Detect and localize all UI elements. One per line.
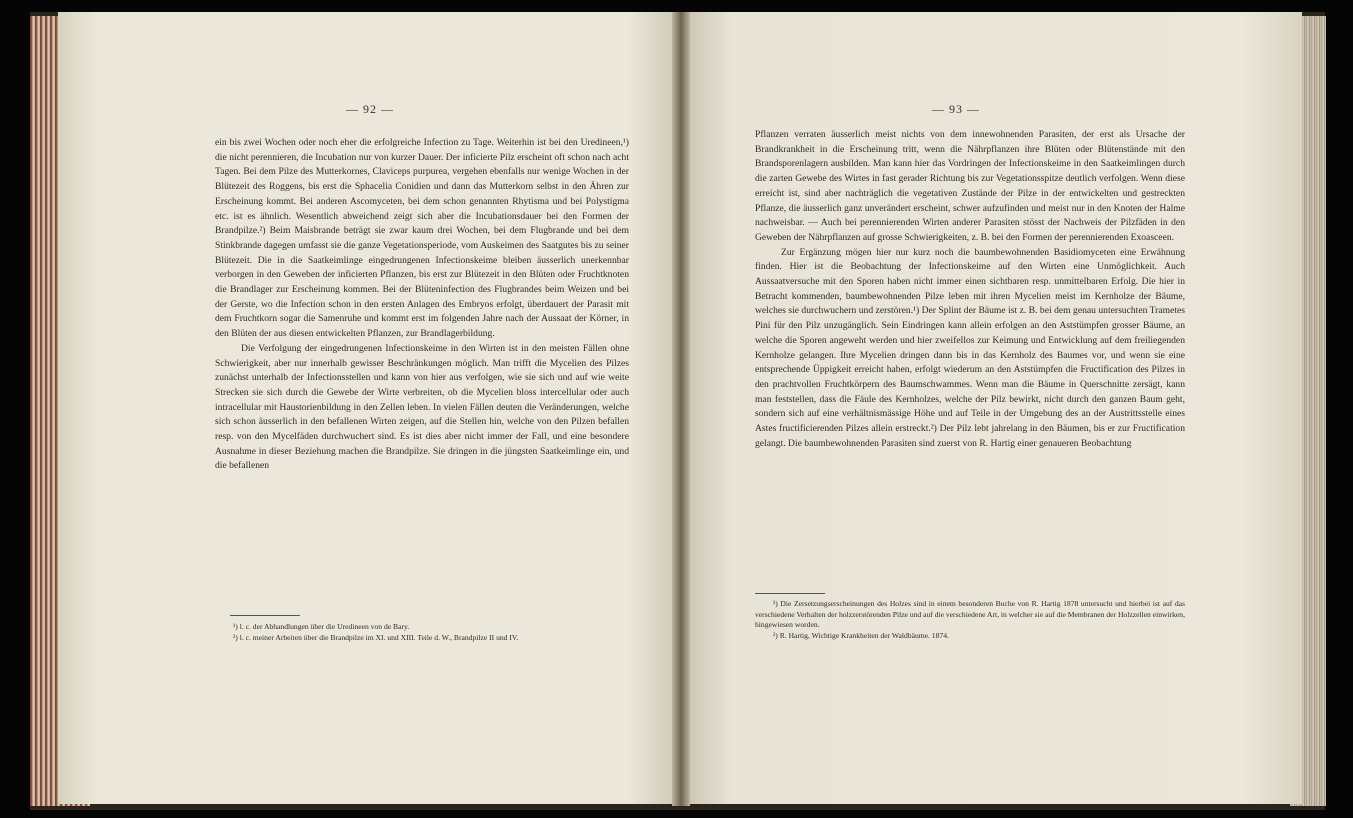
left-paragraph-2: Die Verfolgung der eingedrungenen Infectionskeime in den Wirten ist in den meisten Fällen ohne Schwierigkeit, aber nur innerhalb gewisser Beschränkungen möglich. Man trifft die Mycelien des Pilzes zunächst unterhalb der Infectionsstellen und kann von hier aus verfolgen, wie sie sich und auf wie weite Strecken sie sich durch die Gewebe der Wirte verbreiten, ob die Mycelien bloss intercellular oder auch intracellular mit Haustorienbildung in den Zellen leben. In vielen Fällen deuten die Veränderungen, welche sich schon äusserlich in den befallenen Wirten zeigen, auf die Stellen hin, welche von den Pilzen befallen resp. von den Mycelfäden durchwuchert sind. Es ist dies aber nicht immer der Fall, und eine besondere Ausnahme in dieser Beziehung machen die Brandpilze. Sie dringen in die jüngsten Saatkeimlinge ein, und die befallenen bbox=[215, 342, 629, 472]
book-gutter bbox=[672, 12, 690, 806]
right-footnotes bbox=[755, 599, 1185, 641]
right-body-text bbox=[755, 128, 1185, 451]
right-page bbox=[682, 12, 1302, 804]
right-footnote-2: ²) R. Hartig, Wichtige Krankheiten der Waldbäume. 1874. bbox=[773, 630, 949, 640]
right-paragraph-2: Zur Ergänzung mögen hier nur kurz noch die baumbewohnenden Basidiomyceten eine Erwähnung finden. Hier ist die Beobachtung der Infectionskeime auf den Wirten eine Unmöglichkeit. Auch Aussaatversuche mit den Sporen haben nicht immer einen sichtbaren resp. unmittelbaren Erfolg. Die hier in Betracht kommenden, baumbewohnenden Pilze leben mit ihren Mycelien meist im Kernholze der Bäume, welches sie durchwuchern und zerstören.¹) Der Splint der Bäume ist z. B. bei dem genau untersuchten Trametes Pini für den Pilz unzugänglich. Sein Eindringen kann allein erfolgen an den Aststümpfen grosser Bäume, an welche die Sporen angeweht werden und hier zweifellos zur Keimung und Entwicklung auf dem freiliegenden Kernholze gelangen. Ihre Mycelien dringen dann bis in das Kernholz des Baumes vor, und wenn sie eine entsprechende Üppigkeit erreicht haben, erfolgt wiederum an den Aststümpfen die Fructification des Pilzes in den prachtvollen Fruchtkörpern des Baumschwammes. Wenn man die Bäume in Querschnitte zersägt, kann man feststellen, dass die Fäule des Kernholzes, welche der Pilz bewirkt, nicht durch den ganzen Baum geht, sondern sich auf eine verhältnismässige Höhe und auf Teile in der Umgebung des an der Austrittsstelle eines Astes fructificierenden Pilzes allein erstreckt.²) Der Pilz lebt jahrelang in den Bäumen, bis er zur Fructification gelangt. Die baumbewohnenden Parasiten sind zuerst von R. Hartig einer genaueren Beobachtung bbox=[755, 246, 1185, 449]
right-footnote-rule bbox=[755, 593, 825, 594]
right-paragraph-1: Pflanzen verraten äusserlich meist nichts von dem innewohnenden Parasiten, der erst als Ursache der Brandkrankheit in die Erscheinung tritt, wenn die Nährpflanzen ihre Blüten oder Blütenstände mit den Brandsporenlagern ausbilden. Man kann hier das Vordringen der Infectionskeime in den Saatkeimlingen durch die zarten Gewebe des Wirtes in fast gerader Richtung bis zur Vegetationsspitze deutlich verfolgen. Wenn diese erreicht ist, sind aber nachträglich die vegetativen Zustände der Pilze in der entwickelten und gestreckten Pflanze, die äusserlich ganz unverändert erscheint, schwer aufzufinden und meist nur in den Knoten der Halme nachweisbar. — Auch bei perennierenden Wirten anderer Parasiten stösst der Nachweis der Pilzfäden in den Geweben der Nährpflanzen auf grosse Schwierigkeiten, z. B. bei den Formen der perennierenden Exoasceen. bbox=[755, 129, 1185, 243]
right-page-number: — 93 — bbox=[932, 102, 980, 116]
left-page bbox=[58, 12, 678, 804]
left-footnote-1: ¹) l. c. der Abhandlungen über die Uredineen von de Bary. bbox=[233, 622, 410, 631]
left-footnote-rule bbox=[230, 615, 300, 616]
left-footnote-2: ²) l. c. meiner Arbeiten über die Brandpilze im XI. und XIII. Teile d. W., Brandpilze II und IV. bbox=[233, 632, 519, 642]
right-footnote-1: ¹) Die Zersetzungserscheinungen des Holzes sind in einem besonderen Buche von R. Hartig 1878 untersucht und hierbei ist auf das verschiedene Verhalten der holzzerstörenden Pilze und auf die verschiedene Art, in welcher sie auf die Membranen der Holzzellen einwirken, hingewiesen worden. bbox=[755, 599, 1185, 630]
left-footnotes bbox=[215, 622, 629, 643]
left-paragraph-1: ein bis zwei Wochen oder noch eher die erfolgreiche Infection zu Tage. Weiterhin ist bei den Uredineen,¹) die nicht perennieren, die Incubation nur von kurzer Dauer. Der inficierte Pilz erscheint oft schon nach acht Tagen. Bei dem Pilze des Mutterkornes, Claviceps purpurea, vergehen ebenfalls nur wenige Wochen in der Blütezeit des Roggens, bis erst die Sphacelia Conidien und dann das Mutterkorn selbst in den Ähren zur Erscheinung kommt. Bei anderen Ascomyceten, bei dem schon genannten Rhytisma und bei Polystigma etc. ist es ähnlich. Wesentlich abweichend zeigt sich aber die Incubationsdauer bei den Formen der Brandpilze.²) Beim Maisbrande beträgt sie zwar kaum drei Wochen, bei dem Flugbrande und bei dem Stinkbrande dagegen umfasst sie die ganze Vegetationsperiode, vom Auskeimen des Saatgutes bis zu seiner Blütezeit. Die in die Saatkeimlinge eingedrungenen Infectionskeime bleiben äusserlich unerkennbar verborgen in den Geweben der inficierten Pflanzen, bis erst zur Blütezeit in den Blüten oder Fruchtknoten die Brandlager zur Erscheinung kommen. Bei der Blüteninfection des Flugbrandes beim Weizen und bei der Gerste, wo die Infection schon in den ersten Anlagen des Embryos erfolgt, überdauert der Parasit mit dem Fruchtkorn sogar die Samenruhe und kommt erst im folgenden Jahre nach der Aussaat der Körner, in den Blüten der aus diesen entwickelten Pflanzen, zur Brandlagerbildung. bbox=[215, 137, 629, 340]
left-body-text bbox=[215, 136, 629, 474]
left-page-number: — 92 — bbox=[346, 102, 394, 116]
